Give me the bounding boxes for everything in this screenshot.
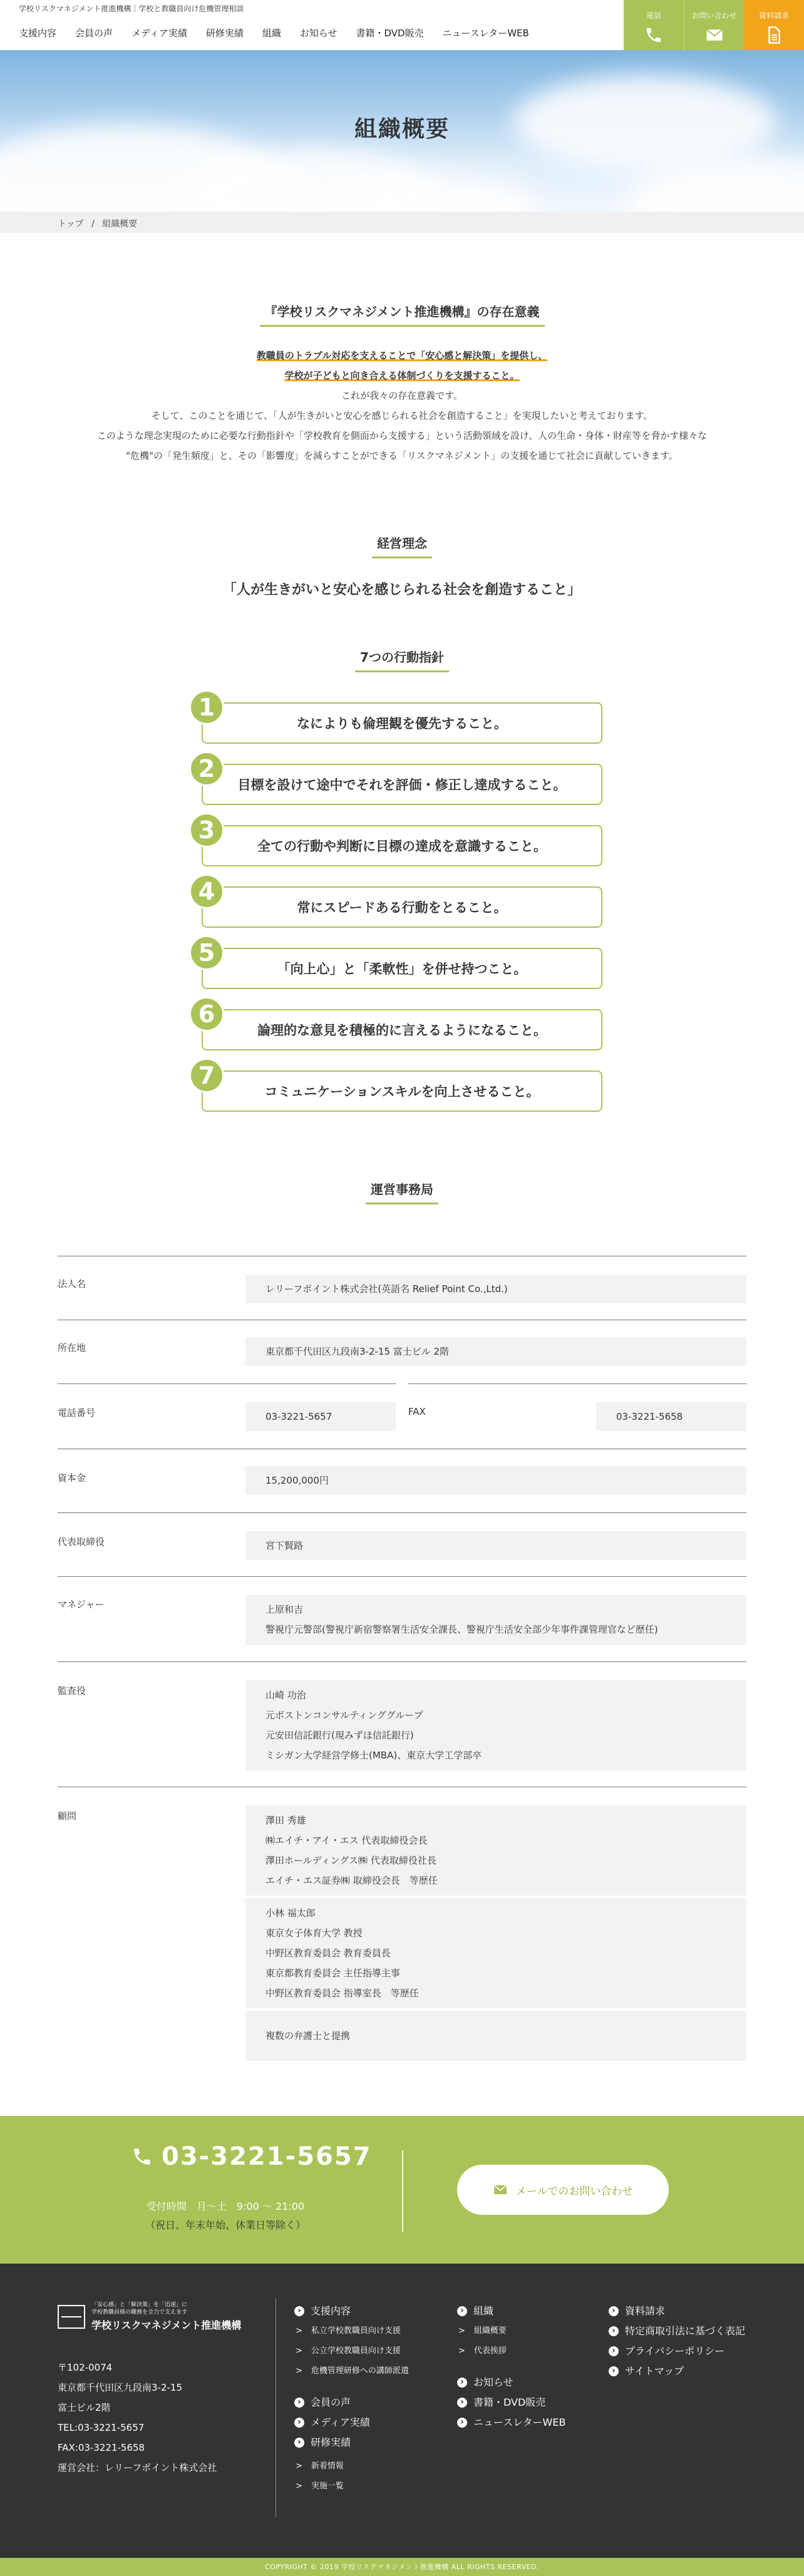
nav-members-voice[interactable]: 会員の声	[75, 28, 113, 39]
breadcrumb-current: 組織概要	[102, 219, 138, 229]
hero-banner	[0, 50, 804, 212]
fax-value: 03-3221-5658	[596, 1402, 746, 1431]
guideline-item	[198, 939, 602, 989]
fax-label: FAX	[408, 1406, 426, 1417]
nav-training[interactable]: 研修実績	[205, 28, 244, 39]
footer-link-request[interactable]: › 資料請求	[609, 2301, 745, 2321]
guidelines-title: 7つの行動指針	[0, 647, 804, 672]
footer-col-1	[294, 2301, 409, 2496]
footer-sublink[interactable]: > 私立学校教職員向け支援	[294, 2321, 409, 2341]
footer-link-training[interactable]: › 研修実績	[294, 2433, 409, 2453]
breadcrumb	[0, 212, 804, 233]
guideline-number: 4	[189, 874, 224, 909]
footer-sublink[interactable]: > 代表挨拶	[457, 2341, 565, 2361]
header-contact-label: お問い合わせ	[691, 11, 737, 20]
nav-news[interactable]: お知らせ	[299, 28, 338, 39]
footer-address: 〒102-0074 東京都千代田区九段南3-2-15 富士ビル2階 TEL:03-3221-5657 FAX:03-3221-5658 運営会社：レリーフポイント株式会社	[58, 2362, 217, 2473]
nav-books[interactable]: 書籍・DVD販売	[356, 28, 424, 39]
mission-highlight-2: 学校が子どもと向き合える体制づくりを支援すること。	[284, 370, 520, 381]
auditor-label: 監査役	[58, 1685, 86, 1696]
footer-sublink[interactable]: > 実施一覧	[294, 2476, 409, 2496]
footer-link-privacy[interactable]: › プライバシーポリシー	[609, 2341, 745, 2361]
mission-line-4: そして、このことを通じて、「人が生きがいと安心を感じられる社会を創造すること」を実現したいと考えております。	[151, 410, 653, 421]
phone-icon	[131, 2146, 153, 2167]
corp-value: レリーフポイント株式会社(英語名 Relief Point Co.,Ltd.)	[245, 1275, 746, 1303]
address-label: 所在地	[58, 1342, 86, 1353]
header-tel-button[interactable]	[624, 0, 684, 50]
mission-text	[0, 346, 804, 466]
footer-link-books[interactable]: › 書籍・DVD販売	[457, 2393, 565, 2413]
contact-band	[0, 2116, 804, 2264]
page-title: 組織概要	[354, 116, 450, 142]
header-contact-button[interactable]	[684, 0, 744, 50]
guideline-text: 論理的な意見を積極的に言えるようになること。	[257, 1023, 547, 1038]
footer-link-sitemap[interactable]: › サイトマップ	[609, 2361, 745, 2381]
header-tagline: 学校リスクマネジメント推進機構｜学校と教職員向け危機管理相談	[19, 4, 244, 13]
contact-hours: 受付時間 月〜土 9:00 〜 21:00 （祝日、年末年始、休業日等除く）	[145, 2200, 306, 2231]
advisor-value-2: 小林 福太郎 東京女子体育大学 教授 中野区教育委員会 教育委員長 東京都教育委員会 主任指導主事 中野区教育委員会 指導室長 等歴任	[245, 1898, 746, 2008]
mission-line-3: これが我々の存在意義です。	[341, 390, 463, 401]
guideline-item	[198, 1000, 602, 1050]
guideline-number: 7	[189, 1058, 224, 1093]
manager-value: 上原和吉 警視庁元警部(警視庁新宿警察署生活安全課長、警視庁生活安全部少年事件課管理官など歴任)	[245, 1595, 746, 1645]
corp-label: 法人名	[58, 1278, 86, 1290]
breadcrumb-separator: /	[91, 219, 95, 229]
global-nav	[19, 26, 529, 39]
mission-line-6: "危機"の「発生頻度」と、その「影響度」を減らすことができる「リスクマネジメント」の支援を通じて社会に貢献していきます。	[126, 450, 678, 461]
guideline-number: 5	[189, 935, 224, 970]
document-icon	[765, 26, 783, 44]
nav-organization[interactable]: 組織	[262, 28, 281, 39]
footer-link-org[interactable]: › 組織	[457, 2301, 565, 2321]
header-tel-label: 電話	[646, 11, 661, 20]
office-title: 運営事務局	[0, 1179, 804, 1204]
footer-link-members[interactable]: › 会員の声	[294, 2393, 409, 2413]
nav-media[interactable]: メディア実績	[131, 28, 187, 39]
footer-logo[interactable]: 「安心感」と「解決策」を「迅速」に 学校教職員様の職務を全力で支えます 学校リスクマネジメント推進機構	[58, 2301, 241, 2332]
manager-label: マネジャー	[58, 1599, 105, 1610]
mission-line-5: このような理念実現のために必要な行動指針や「学校教育を側面から支援する」という活動領域を設け、人の生命・身体・財産等を脅かす様々な	[96, 430, 708, 441]
footer-col-2	[457, 2301, 565, 2433]
guideline-item	[198, 755, 602, 805]
guideline-text: なによりも倫理観を優先すること。	[297, 716, 507, 731]
advisor-value-1: 澤田 秀雄 ㈱エイチ・アイ・エス 代表取締役会長 澤田ホールディングス㈱ 代表取締役社長 エイチ・エス証券㈱ 取締役会長 等歴任	[245, 1805, 746, 1896]
guideline-text: コミュニケーションスキルを向上させること。	[264, 1084, 540, 1099]
footer-link-tokutei[interactable]: › 特定商取引法に基づく表記	[609, 2321, 745, 2341]
footer-col-3	[609, 2301, 745, 2381]
footer-sublink[interactable]: > 新着情報	[294, 2456, 409, 2476]
footer-link-media[interactable]: › メディア実績	[294, 2413, 409, 2433]
footer-link-support[interactable]: › 支援内容	[294, 2301, 409, 2321]
header-request-label: 資料請求	[758, 11, 789, 20]
philosophy-title: 経営理念	[0, 533, 804, 558]
site-header	[0, 0, 804, 50]
capital-value: 15,200,000円	[245, 1466, 746, 1495]
footer-sublink[interactable]: > 危機管理研修への講師派遣	[294, 2361, 409, 2381]
guideline-item	[198, 694, 602, 744]
mail-icon	[705, 26, 724, 44]
guideline-item	[198, 1062, 602, 1112]
mission-title: 『学校リスクマネジメント推進機構』の存在意義	[0, 302, 804, 327]
address-value: 東京都千代田区九段南3-2-15 富士ビル 2階	[245, 1337, 746, 1366]
guideline-text: 全ての行動や判断に目標の達成を意識すること。	[257, 839, 547, 854]
tel-value: 03-3221-5657	[245, 1402, 396, 1431]
guideline-number: 1	[189, 690, 224, 725]
breadcrumb-home[interactable]: トップ	[58, 219, 84, 229]
auditor-value: 山崎 功治 元ボストンコンサルティンググループ 元安田信託銀行(現みずほ信託銀行) ミシガン大学経営学修士(MBA)、東京大学工学部卒	[245, 1680, 746, 1770]
nav-support[interactable]: 支援内容	[19, 28, 57, 39]
guideline-text: 目標を設けて途中でそれを評価・修正し達成すること。	[237, 777, 567, 793]
footer-sublink[interactable]: > 公立学校教職員向け支援	[294, 2341, 409, 2361]
footer-link-newsletter[interactable]: › ニュースレターWEB	[457, 2413, 565, 2433]
guideline-item	[198, 816, 602, 866]
contact-tel-number: 03-3221-5657	[162, 2142, 372, 2171]
advisor-value-3: 複数の弁護士と提携	[245, 2011, 746, 2061]
mission-highlight-1: 教職員のトラブル対応を支えることで「安心感と解決策」を提供し、	[256, 350, 548, 361]
guideline-item	[198, 878, 602, 928]
guideline-number: 6	[189, 997, 224, 1032]
guideline-number: 2	[189, 751, 224, 786]
contact-tel[interactable]	[131, 2142, 372, 2171]
guideline-text: 「向上心」と「柔軟性」を併せ持つこと。	[277, 962, 527, 977]
copyright: COPYRIGHT © 2019 学校リスクマネジメント推進機構 ALL RIGHTS RESERVED.	[0, 2558, 804, 2576]
guideline-number: 3	[189, 813, 224, 848]
ceo-value: 宮下賢路	[245, 1531, 746, 1560]
logo-mark-icon	[58, 2305, 85, 2329]
mail-contact-button[interactable]	[457, 2165, 669, 2215]
mail-icon	[493, 2184, 507, 2195]
phone-icon	[644, 26, 663, 44]
header-request-button[interactable]	[744, 0, 804, 50]
tel-label: 電話番号	[58, 1407, 96, 1419]
ceo-label: 代表取締役	[58, 1536, 105, 1547]
nav-newsletter[interactable]: ニュースレターWEB	[442, 28, 529, 39]
footer-link-news[interactable]: › お知らせ	[457, 2373, 565, 2393]
mail-contact-label: メールでのお問い合わせ	[515, 2185, 633, 2198]
footer-sublink[interactable]: > 組織概要	[457, 2321, 565, 2341]
site-footer	[0, 2264, 804, 2558]
capital-label: 資本金	[58, 1472, 86, 1484]
guideline-text: 常にスピードある行動をとること。	[297, 900, 507, 915]
advisor-label: 顧問	[58, 1810, 77, 1822]
philosophy-text: 「人が生きがいと安心を感じられる社会を創造すること」	[222, 582, 581, 598]
